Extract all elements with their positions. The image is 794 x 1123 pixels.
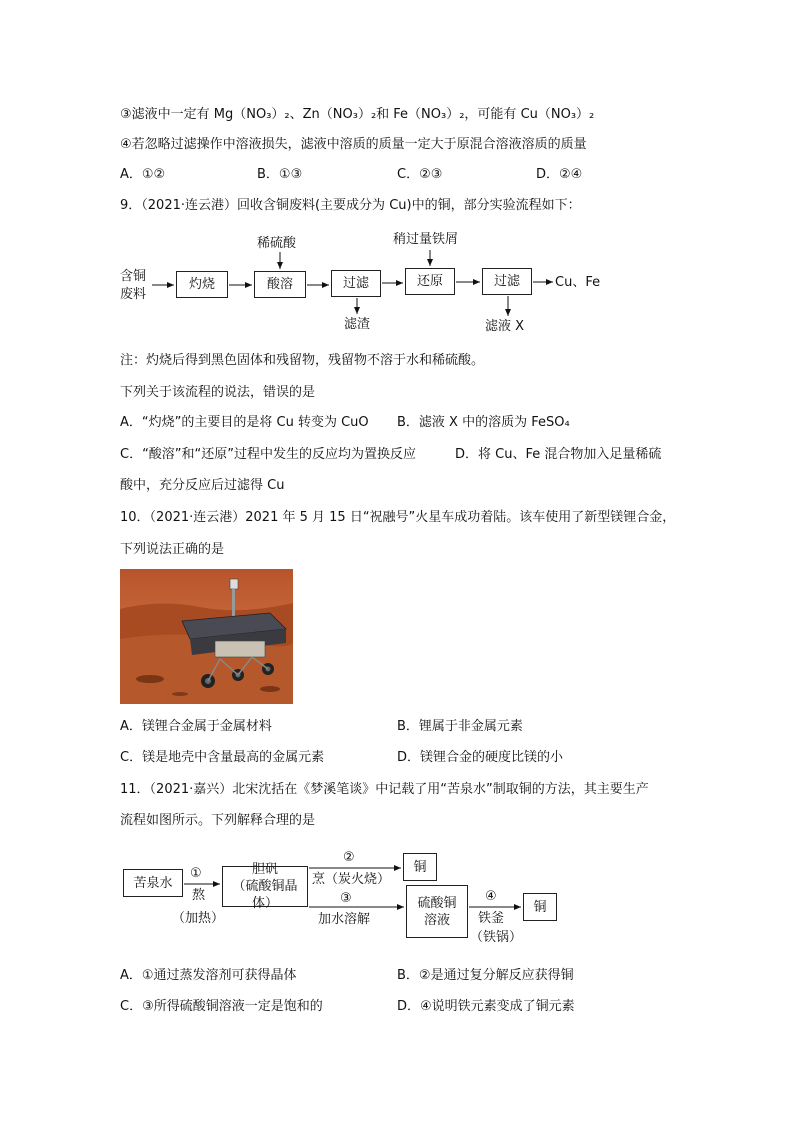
q9-acid-reagent: 稀硫酸 — [257, 236, 297, 251]
q9-output: Cu、Fe — [555, 275, 601, 290]
q10-option-d: D．镁锂合金的硬度比镁的小 — [397, 750, 564, 765]
q9-option-d: D．将 Cu、Fe 混合物加入足量稀硫 — [455, 447, 662, 462]
q8-item4: ④若忽略过滤操作中溶液损失，滤液中溶质的质量一定大于原混合溶液溶质的质量 — [120, 137, 587, 152]
q9-stem: 9．（2021·连云港）回收含铜废料(主要成分为 Cu)中的铜，部分实验流程如下： — [120, 198, 581, 213]
q9-input-line2: 废料 — [120, 287, 147, 302]
q11-copper1-box: 铜 — [403, 853, 437, 881]
q9-option-a: A．“灼烧”的主要目的是将 Cu 转变为 CuO — [120, 415, 369, 430]
q11-water-box: 苦泉水 — [123, 869, 183, 897]
q11-step2-text: 烹（炭火烧） — [312, 872, 391, 887]
q9-note: 注：灼烧后得到黑色固体和残留物，残留物不溶于水和稀硫酸。 — [120, 353, 485, 368]
q11-solution-line2: 溶液 — [423, 912, 450, 928]
q9-option-d-cont: 酸中，充分反应后过滤得 Cu — [120, 478, 285, 493]
q9-filter2-box: 过滤 — [482, 268, 532, 295]
q10-option-b: B．锂属于非金属元素 — [397, 719, 523, 734]
q10-stem-cont: 下列说法正确的是 — [120, 542, 225, 557]
q11-copper2-box: 铜 — [523, 893, 557, 921]
q9-option-b: B．滤液 X 中的溶质为 FeSO₄ — [397, 415, 570, 430]
q9-filtrate-x: 滤液 X — [485, 319, 525, 334]
q9-dissolve-box: 酸溶 — [254, 271, 306, 298]
q9-residue: 滤渣 — [344, 317, 371, 332]
q11-step2-num: ② — [343, 850, 355, 865]
q11-step1-num: ① — [190, 866, 202, 881]
q9-option-c: C．“酸溶”和“还原”过程中发生的反应均为置换反应 — [120, 447, 417, 462]
q11-stem: 11．（2021·嘉兴）北宋沈括在《梦溪笔谈》中记载了用“苦泉水”制取铜的方法，其主要生产 — [120, 782, 649, 797]
q11-step3-num: ③ — [340, 891, 352, 906]
q9-iron-reagent: 稍过量铁屑 — [393, 232, 459, 247]
q8-option-b: B．①③ — [257, 167, 303, 182]
q8-item3: ③滤液中一定有 Mg（NO₃）₂、Zn（NO₃）₂和 Fe（NO₃）₂，可能有 Cu（NO₃）₂ — [120, 107, 595, 122]
q8-option-c: C．②③ — [397, 167, 443, 182]
q11-step1-note: （加热） — [172, 911, 225, 926]
q11-option-a: A．①通过蒸发溶剂可获得晶体 — [120, 968, 297, 983]
q11-option-b: B．②是通过复分解反应获得铜 — [397, 968, 574, 983]
q8-option-a: A．①② — [120, 167, 166, 182]
q9-question: 下列关于该流程的说法，错误的是 — [120, 385, 316, 400]
q11-solution-line1: 硫酸铜 — [417, 895, 457, 911]
q11-crystal-name: 胆矾 — [251, 862, 278, 877]
q10-option-a: A．镁锂合金属于金属材料 — [120, 719, 272, 734]
q11-step4-text: 铁釜 — [478, 911, 505, 926]
q11-step1-text: 熬 — [192, 888, 206, 903]
q9-input-line1: 含铜 — [120, 269, 147, 284]
q10-option-c: C．镁是地壳中含量最高的金属元素 — [120, 750, 325, 765]
q8-option-d: D．②④ — [536, 167, 583, 182]
q11-crystal-formula: （硫酸铜晶体） — [232, 879, 298, 911]
q11-step4-note: （铁锅） — [470, 930, 523, 945]
q11-step4-num: ④ — [485, 889, 497, 904]
q9-filter1-box: 过滤 — [331, 270, 381, 297]
q11-option-d: D．④说明铁元素变成了铜元素 — [397, 999, 575, 1014]
q11-step3-text: 加水溶解 — [318, 912, 371, 927]
q9-burn-box: 灼烧 — [176, 271, 228, 298]
q10-stem: 10．（2021·连云港）2021 年 5 月 15 日“祝融号”火星车成功着陆。该车使用了新型镁锂合金， — [120, 510, 676, 525]
q11-option-c: C．③所得硫酸铜溶液一定是饱和的 — [120, 999, 323, 1014]
q11-stem-cont: 流程如图所示。下列解释合理的是 — [120, 813, 316, 828]
q9-reduce-box: 还原 — [405, 268, 455, 295]
